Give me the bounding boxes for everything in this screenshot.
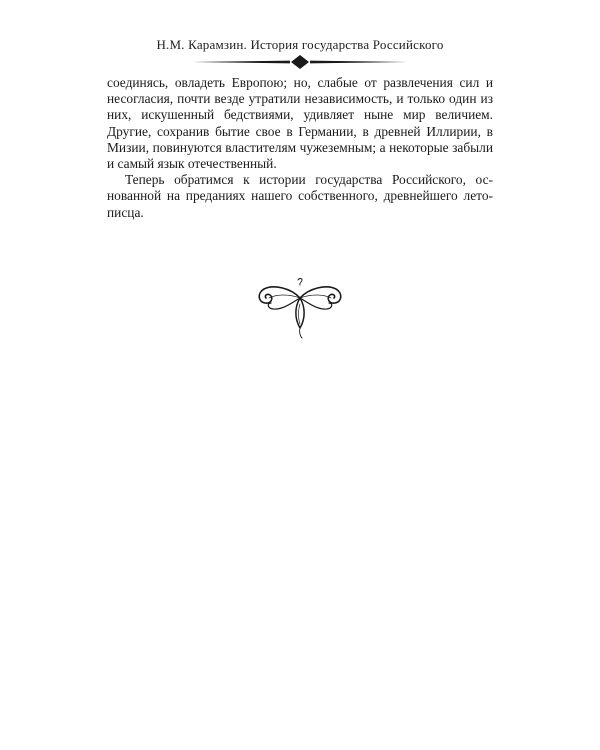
running-title: Н.М. Карамзин. История государства Российского bbox=[156, 37, 444, 52]
paragraph-2: Теперь обратимся к истории государства Российского, основанной на преданиях нашего собственного, древнейшего летописца. bbox=[107, 172, 493, 220]
calligraphic-flourish-ornament-icon bbox=[255, 276, 345, 340]
paragraph-1: соединясь, овладеть Европою; но, слабые от развлечения сил и несогласия, почти везде утратили независимость, и только один из них, искушенный бедствиями, удивляет ныне мир величием. Другие, сохранив бытие свое в Германии, в древней Иллирии, в Мизии, повинуются властителям чужеземным; а некоторые забыли и самый язык отечественный. bbox=[107, 75, 493, 172]
diamond-rule-ornament-icon bbox=[192, 55, 408, 69]
body-text bbox=[107, 75, 493, 221]
